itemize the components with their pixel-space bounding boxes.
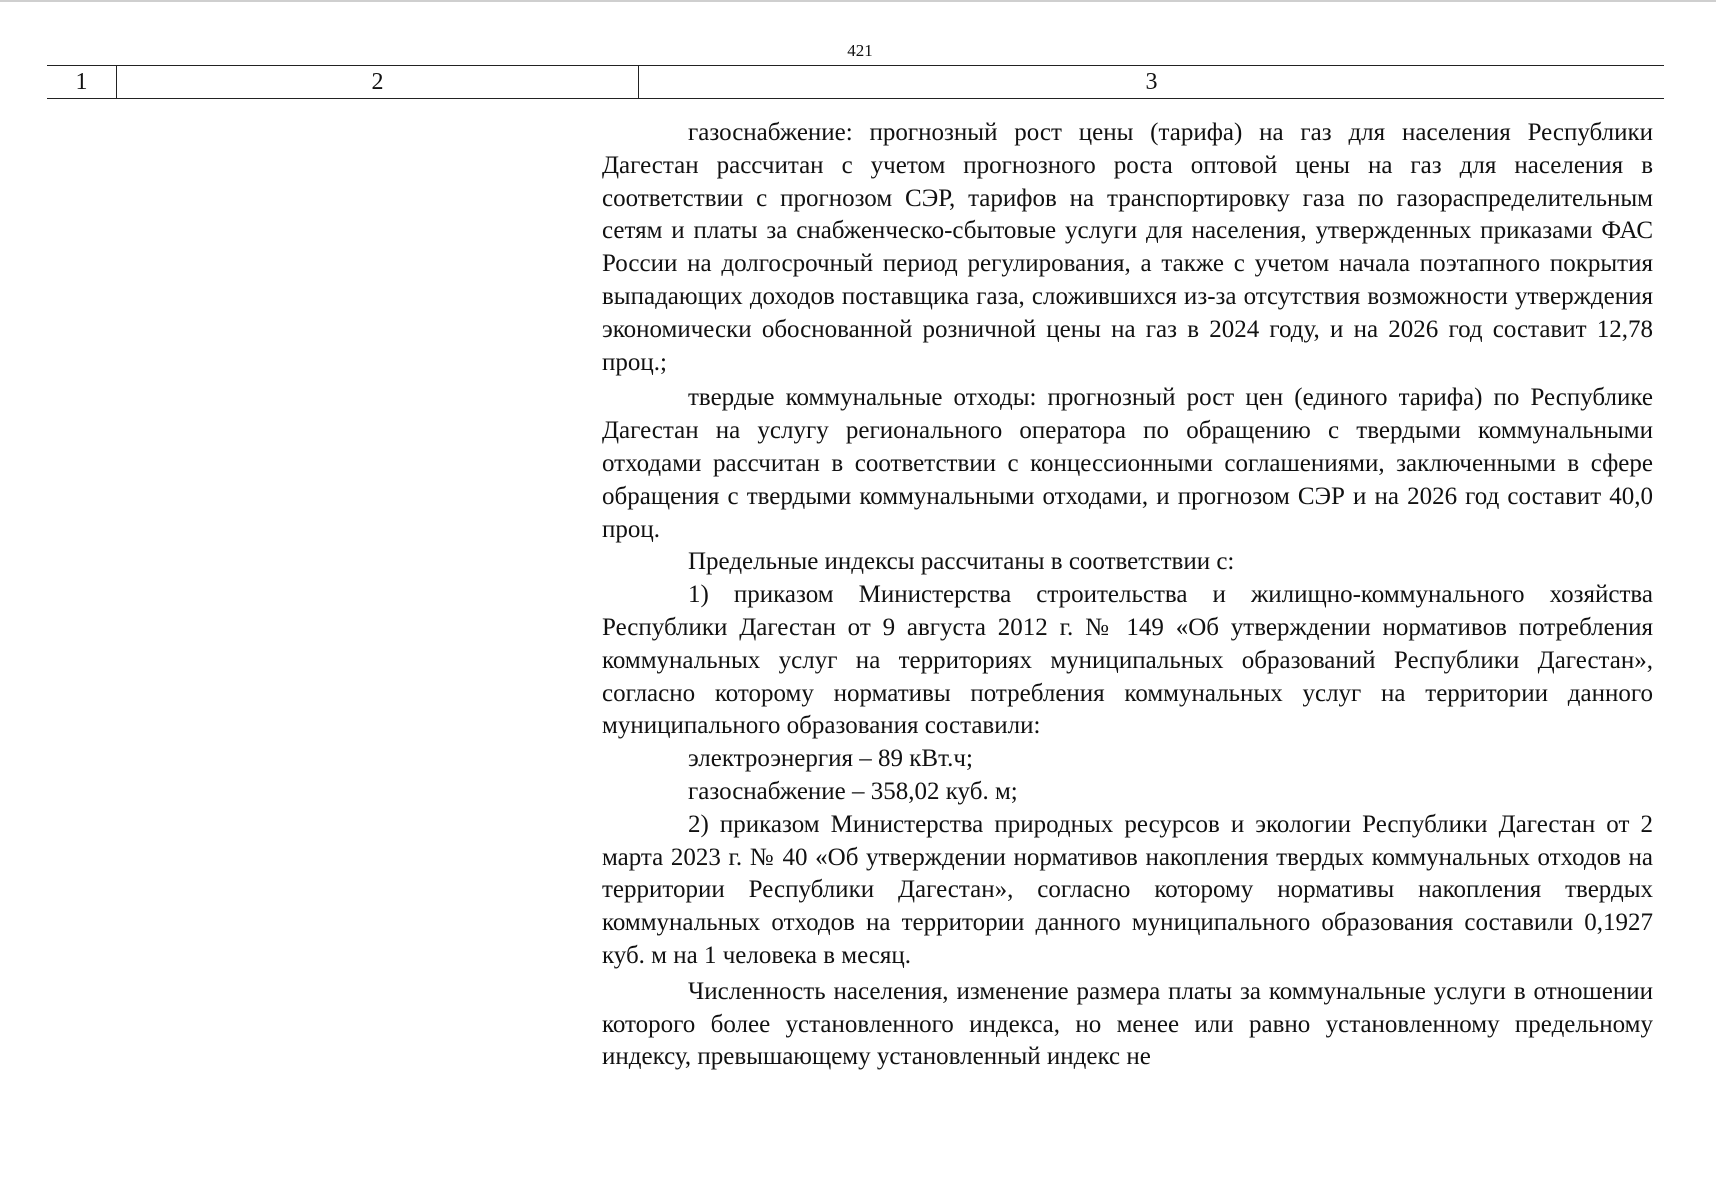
scan-edge [0,0,1716,2]
column-header-table [47,65,1664,99]
paragraph-electricity-norm: электроэнергия – 89 кВт.ч; [688,745,973,773]
paragraph-gas-supply: газоснабжение: прогнозный рост цены (тарифа) на газ для населения Республики Дагестан рассчитан с учетом прогнозного роста оптовой цены на газ для населения в соответствии с прогнозом СЭР, тарифов на транспортировку газа по газораспределительным сетям и платы за снабженческо-сбытовые услуги для населения, утвержденных приказами ФАС России на долгосрочный период регулирования, а также с учетом начала поэтапного покрытия выпадающих доходов поставщика газа, сложившихся из-за отсутствия возможности утверждения экономически обоснованной розничной цены на газ в 2024 году, и на 2026 год составит 12,78 проц.; [602,119,1653,376]
page-number: 421 [847,41,873,60]
paragraph-order-construction: 1) приказом Министерства строительства и жилищно-коммунального хозяйства Республики Дагестан от 9 августа 2012 г. № 149 «Об утверждении нормативов потребления коммунальных услуг на территориях муниципальных образований Республики Дагестан», согласно которому нормативы потребления коммунальных услуг на территории данного муниципального образования составили: [602,581,1653,740]
column-header-3: 3 [1145,69,1158,95]
paragraph-gas-norm: газоснабжение – 358,02 куб. м; [688,777,1018,805]
paragraph-limit-indices: Предельные индексы рассчитаны в соответствии с: [688,548,1235,576]
column-header-1: 1 [47,66,117,98]
paragraph-solid-waste: твердые коммунальные отходы: прогнозный рост цен (единого тарифа) по Республике Дагестан на услугу регионального оператора по обращению с твердыми коммунальными отходами рассчитан в соответствии с концессионными соглашениями, заключенными в сфере обращения с твердыми коммунальными отходами, и прогнозом СЭР и на 2026 год составит 40,0 проц. [602,384,1653,543]
column-header-2: 2 [117,66,639,98]
paragraph-population: Численность населения, изменение размера платы за коммунальные услуги в отношении которого более установленного индекса, но менее или равно установленному предельному индексу, превышающему установленный индекс не [602,977,1653,1071]
document-body [602,117,1653,1074]
paragraph-order-nature: 2) приказом Министерства природных ресурсов и экологии Республики Дагестан от 2 марта 2023 г. № 40 «Об утверждении нормативов накопления твердых коммунальных отходов на территории Республики Дагестан», согласно которому нормативы накопления твердых коммунальных отходов на территории данного муниципального образования составили 0,1927 куб. м на 1 человека в месяц. [602,810,1653,969]
